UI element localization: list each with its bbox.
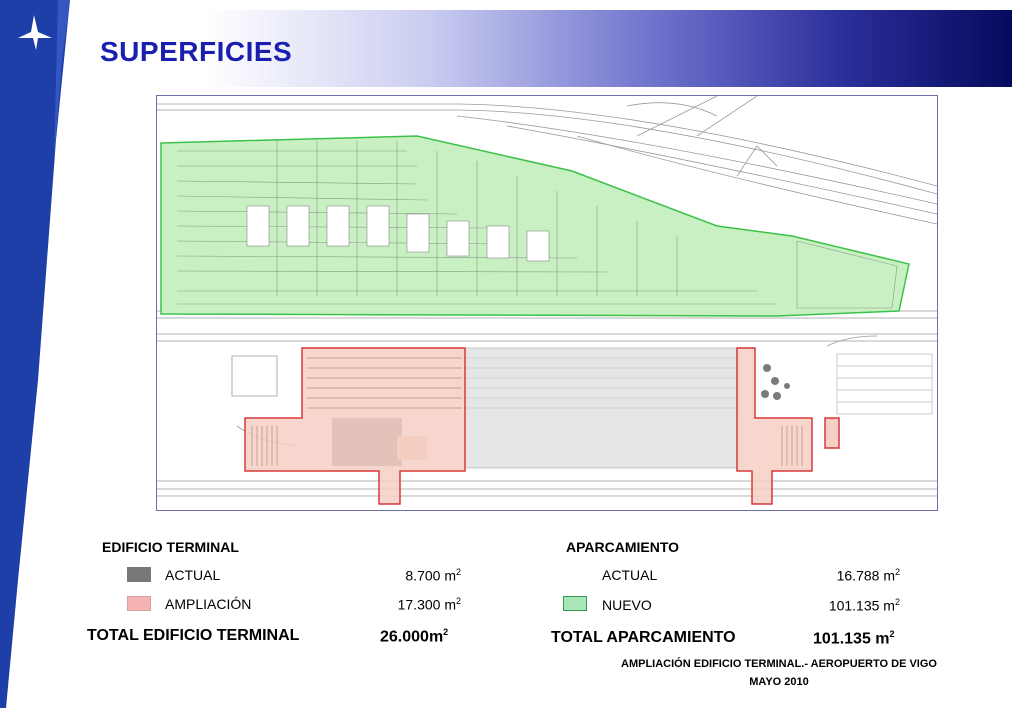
terminal-actual-label: ACTUAL [165,567,221,583]
parking-actual-value: 16.788 $m^2$ [836,567,900,584]
footer-date: MAYO 2010 [749,676,809,688]
site-plan-drawing [157,96,937,510]
page-title: SUPERFICIES [100,36,293,67]
sidebar-band [0,0,70,708]
actual-grey-swatch [127,567,151,582]
terminal-total-label: TOTAL EDIFICIO TERMINAL [87,627,300,644]
terminal-actual-value: 8.700 $m^2$ [405,567,461,584]
parking-nuevo-label: NUEVO [602,597,652,613]
terminal-ampliacion-value: 17.300 $m^2$ [397,596,461,613]
parking-actual-label: ACTUAL [602,567,658,583]
terminal-total-value: $26.000m^2$ [380,627,449,646]
site-plan [156,95,938,511]
terminal-heading: EDIFICIO TERMINAL [102,539,239,555]
footer-project: AMPLIACIÓN EDIFICIO TERMINAL.- AEROPUERTO DE VIGO [621,658,937,670]
nuevo-green-swatch [563,596,587,611]
parking-nuevo-value: 101.135 $m^2$ [828,597,900,614]
terminal-ampliacion-label: AMPLIACIÓN [165,596,252,612]
parking-total-label: TOTAL APARCAMIENTO [551,629,736,646]
ampliacion-pink-swatch [127,596,151,611]
parking-heading: APARCAMIENTO [566,539,680,555]
parking-total-value: 101.135 $m^2$ [813,629,895,648]
